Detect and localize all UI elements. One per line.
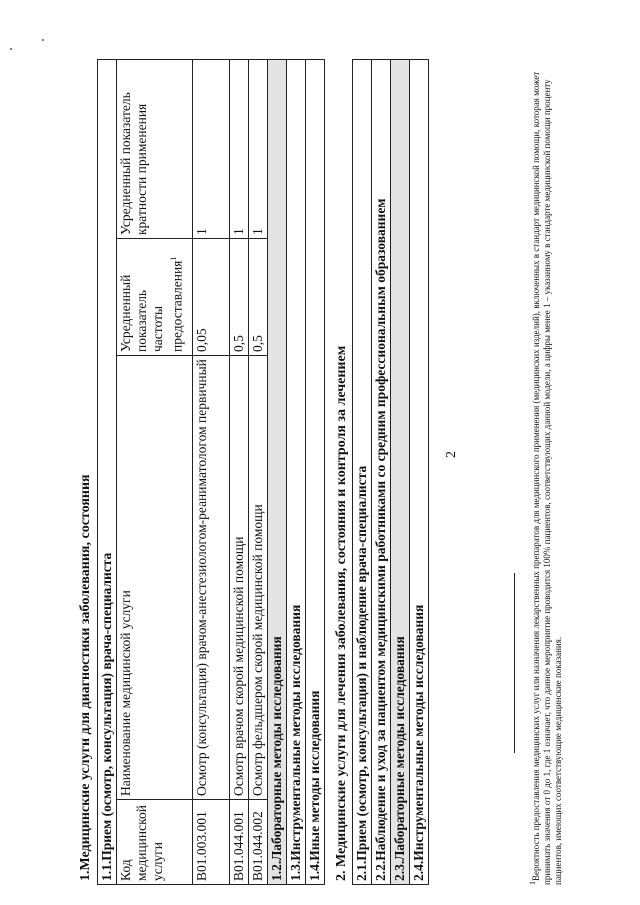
subsection-row: [98, 59, 117, 884]
header-mult: Усредненный показатель кратности применения: [117, 59, 193, 238]
subsection-row: [372, 60, 391, 885]
subsection-row: [410, 60, 429, 885]
scan-speck: [42, 39, 44, 41]
row-freq: 0,5: [249, 239, 268, 356]
table-row: [230, 59, 249, 884]
subsection-1-2-heading: 1.2.Лабораторные методы исследования: [268, 59, 287, 884]
subsection-2-1-heading: 2.1.Прием (осмотр, консультация) и наблюдение врача-специалиста: [353, 60, 372, 885]
header-code: Код медицинской услуги: [117, 800, 193, 885]
row-freq: 0,05: [193, 239, 230, 356]
subsection-1-4-heading: 1.4.Иные методы исследования: [306, 59, 325, 884]
subsection-row: [287, 59, 306, 884]
subsection-2-3-heading: 2.3.Лабораторные методы исследования: [391, 60, 410, 885]
row-code: B01.003.001: [193, 800, 230, 885]
subsection-row: [268, 59, 287, 884]
header-freq: [117, 239, 193, 356]
row-name: Осмотр фельдшером скорой медицинской помощи: [249, 356, 268, 800]
row-mult: 1: [193, 59, 230, 238]
footnote: [527, 40, 564, 885]
footnote-separator: [514, 573, 515, 753]
subsection-1-1-heading: 1.1.Прием (осмотр, консультация) врача-специалиста: [98, 59, 117, 884]
section2-table: [352, 59, 429, 885]
footnote-marker: 1: [169, 256, 178, 261]
row-name: Осмотр (консультация) врачом-анестезиологом-реаниматологом первичный: [193, 356, 230, 800]
row-name: Осмотр врачом скорой медицинской помощи: [230, 356, 249, 800]
subsection-2-4-heading: 2.4.Инструментальные методы исследования: [410, 60, 429, 885]
header-name: Наименование медицинской услуги: [117, 356, 193, 800]
row-mult: 1: [230, 59, 249, 238]
subsection-row: [353, 60, 372, 885]
row-freq: 0,5: [230, 239, 249, 356]
subsection-1-3-heading: 1.3.Инструментальные методы исследования: [287, 59, 306, 884]
footnote-mark: 1: [528, 881, 537, 885]
scan-speck: [10, 48, 12, 50]
row-code: B01.044.001: [230, 800, 249, 885]
table-header-row: [117, 59, 193, 884]
table-row: [249, 59, 268, 884]
row-code: B01.044.002: [249, 800, 268, 885]
section1-title: 1.Медицинские услуги для диагностики заболевания, состояния: [78, 474, 93, 881]
subsection-row: [306, 59, 325, 884]
section2-title: 2. Медицинские услуги для лечения заболевания, состояния и контроля за лечением: [334, 345, 349, 881]
section1-table: [97, 59, 325, 885]
table-row: [193, 59, 230, 884]
row-mult: 1: [249, 59, 268, 238]
header-freq-text: Усредненный показатель частоты предоставления: [118, 260, 185, 352]
footnote-text: Вероятность предоставления медицинских услуг или назначения лекарственных препаратов для медицинского применения (медицинских изделий), включенных в стандарт медицинской помощи, которая может принимать значения от 0 до 1, где 1 означает, что данное мероприятие проводится 100% пациентов, соответствующих данной модели, а цифры менее 1 – указанному в стандарте медицинской помощи проценту пациентов, имеющих соответствующие медицинские показания.: [531, 71, 563, 885]
subsection-row: [391, 60, 410, 885]
page-number: 2: [444, 451, 459, 458]
subsection-2-2-heading: 2.2.Наблюдение и уход за пациентом медицинскими работниками со средним профессиональным образованием: [372, 60, 391, 885]
